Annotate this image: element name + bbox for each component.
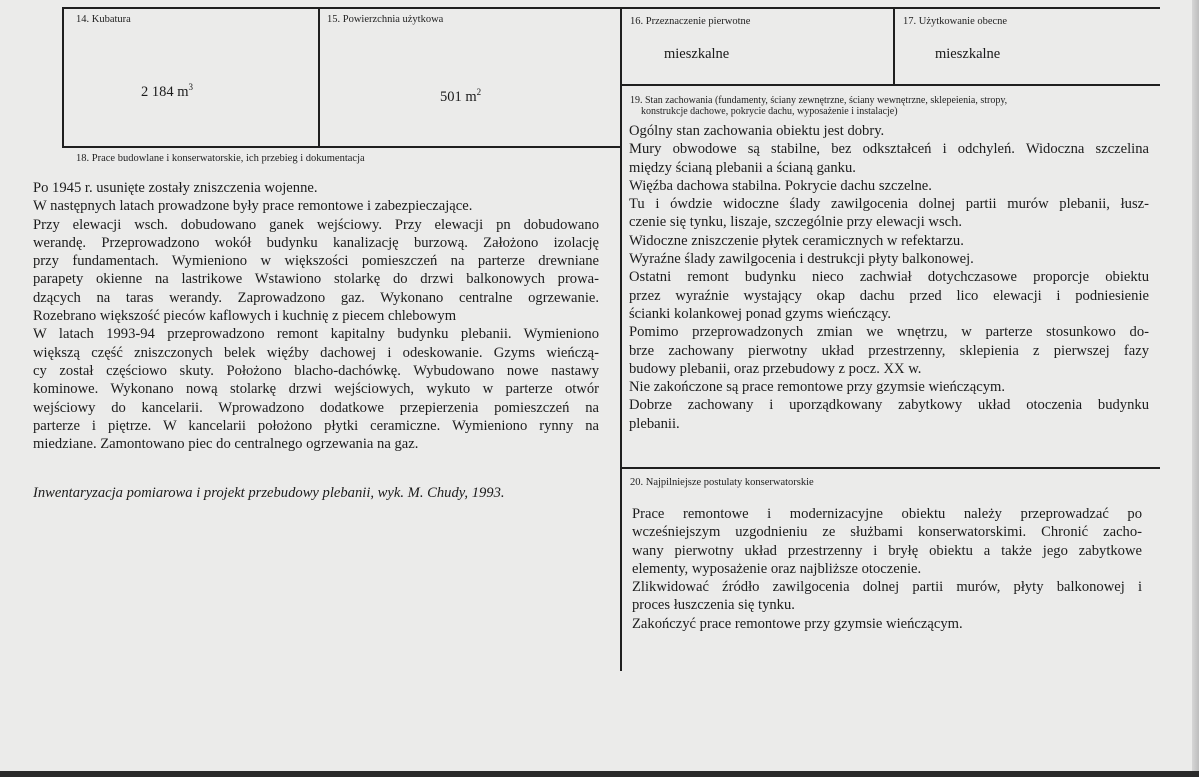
field-17-label: 17. Użytkowanie obecne [903,16,1008,27]
page-edge-right [1192,0,1199,777]
text-line: przez wyraźnie wystający okap dachu przed lico elewacji i podniesienie [629,287,1149,304]
text-line: plebanii. [629,415,680,432]
field-19-label-line: konstrukcje dachowe, pokrycie dachu, wyposażenie i instalacje) [641,106,898,117]
field-19-text [629,122,1149,433]
text-line: przy fundamentach. Wymieniono w większości pomieszczeń na parterze drewniane [33,253,599,270]
field-20-label: 20. Najpilniejsze postulaty konserwatorskie [630,477,814,488]
text-line: Rozebrano większość pieców kaflowych i kuchnię z piecem chlebowym [33,308,457,325]
text-line: Przy elewacji wsch. dobudowano ganek wejściowy. Przy elewacji pn dobudowano [33,216,599,233]
field-20-text [632,505,1142,633]
text-line: Nie zakończone są prace remontowe przy gzymsie wieńczącym. [629,379,1006,396]
text-line: Wyraźne ślady zawilgocenia i destrukcji płyty balkonowej. [629,251,974,268]
text-line: Tu i ówdzie widoczne ślady zawilgocenia dolnej partii murów plebanii, łusz- [629,196,1149,213]
field-16-value: mieszkalne [664,46,730,62]
field-18-text [33,179,599,453]
page-edge-bottom [0,771,1199,777]
text-line: elementy, wyposażenie oraz najbliższe otoczenie. [632,560,922,577]
divider-14-15 [318,7,320,146]
left-rule [62,7,64,146]
text-line: brze zachowany pierwotny układ przestrzenny, sklepienia z pierwszej fazy [629,342,1149,359]
text-line: Pomimo przeprowadzonych zmian we wnętrzu, w parterze stosunkowo do- [629,324,1149,341]
text-line: Zakończyć prace remontowe przy gzymsie wieńczącym. [632,615,963,632]
cubature-unit-exponent: 3 [188,82,194,92]
text-line: Zlikwidować źródło zawilgocenia dolnej partii murów, płyty balkonowej i [632,579,1142,596]
text-line: kominowe. Wykonano nową stolarkę drzwi wejściowych, wykuto w parterze otwór [33,381,599,398]
text-line: Więźba dachowa stabilna. Pokrycie dachu szczelne. [629,177,932,194]
field-19-label-line: 19. Stan zachowania (fundamenty, ściany zewnętrzne, ściany wewnętrzne, sklepeienia, stropy, [630,95,1008,106]
text-line: Dobrze zachowany i uporządkowany zabytkowy układ otoczenia budynku [629,397,1149,414]
text-line: Mury obwodowe są stabilne, bez odkształceń i odchyleń. Widoczna szczelina [629,141,1149,158]
text-line: wany pierwotny układ przestrzenny i bryłę obiektu a także jego zabytkowe [632,542,1142,559]
text-line: proces łuszczenia się tynku. [632,597,795,614]
text-line: Ogólny stan zachowania obiektu jest dobry. [629,123,885,139]
text-line: czenie się tynku, liszaje, szczególnie przy elewacji wsch. [629,214,963,231]
top-rule [62,7,1160,9]
rule-under-19 [620,467,1160,469]
center-divider [620,7,622,671]
text-line: większą część zniszczonych belek więźby dachowej i odeskowanie. Gzyms wieńczą- [33,344,599,361]
usable-area-unit-exponent: 2 [476,87,482,97]
field-17-value: mieszkalne [935,46,1001,62]
field-14-value [141,82,193,101]
text-line: parterze i piętrze. W kancelarii położono płytki ceramiczne. Wymieniono rynny na [33,417,599,434]
text-line: Po 1945 r. usunięte zostały zniszczenia wojenne. [33,180,318,196]
text-line: Widoczne zniszczenie płytek ceramicznych w refektarzu. [629,232,964,249]
text-line: dzących na taras werandy. Zaprowadzono gaz. Wykonano centralne ogrzewanie. [33,289,599,306]
cubature-value: 2 184 m [141,83,189,100]
field-19-label [630,95,1007,117]
text-line: ścianki kolankowej ponad gzyms wieńczący. [629,305,892,322]
text-line: Prace remontowe i modernizacyjne obiektu należy przeprowadzać po [632,506,1142,522]
rule-under-14-15 [62,146,620,148]
text-line: parapety okienne na lastrikowe Wstawiono stolarkę do drzwi balkonowych prowa- [33,271,599,288]
text-line: między ścianą plebanii a ścianą ganku. [629,159,856,176]
text-line: W latach 1993-94 przeprowadzono remont kapitalny budynku plebanii. Wymieniono [33,326,599,343]
field-18-documentation: Inwentaryzacja pomiarowa i projekt przebudowy plebanii, wyk. M. Chudy, 1993. [33,485,505,501]
text-line: werandę. Przeprowadzono wokół budynku kanalizację burzową. Założono izolację [33,234,599,251]
field-18-label: 18. Prace budowlane i konserwatorskie, ich przebieg i dokumentacja [76,153,365,164]
usable-area-value: 501 m [440,88,477,105]
text-line: budowy plebanii, oraz przebudowy z pocz. XX w. [629,360,922,377]
text-line: W następnych latach prowadzone były prace remontowe i zabezpieczające. [33,198,473,215]
text-line: Ostatni remont budynku nieco zachwiał dotychczasowe proporcje obiektu [629,269,1149,286]
field-15-label: 15. Powierzchnia użytkowa [327,14,444,25]
field-14-label: 14. Kubatura [76,14,131,25]
text-line: wejściowy do kancelarii. Wprowadzono dodatkowe przepierzenia pomieszczeń na [33,399,599,416]
text-line: cy został częściowo skuty. Położono blacho-dachówkę. Wybudowano nowe nastawy [33,362,599,379]
text-line: miedziane. Zamontowano piec do centralnego ogrzewania na gaz. [33,436,419,453]
field-16-label: 16. Przeznaczenie pierwotne [630,16,751,27]
field-15-value [440,87,481,106]
divider-16-17 [893,7,895,84]
text-line: wcześniejszym uzgodnieniu ze służbami konserwatorskimi. Chronić zacho- [632,524,1142,541]
rule-under-16-17 [620,84,1160,86]
